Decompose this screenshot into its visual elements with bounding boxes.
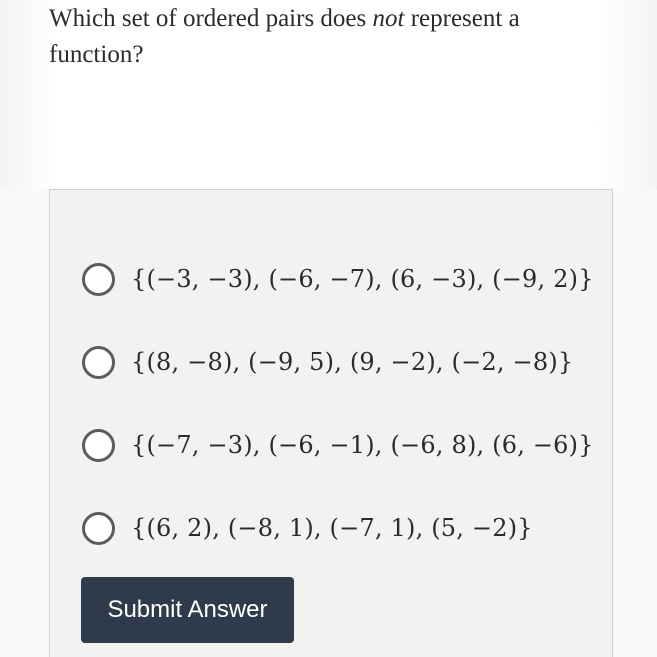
- answer-option-3[interactable]: [82, 423, 594, 467]
- answer-option-label: {(8, −8), (−9, 5), (9, −2), (−2, −8)}: [131, 348, 574, 376]
- radio-button-icon[interactable]: [82, 346, 115, 379]
- answer-option-2[interactable]: [82, 340, 573, 384]
- answers-panel: [49, 189, 613, 657]
- answer-option-label: {(−3, −3), (−6, −7), (6, −3), (−9, 2)}: [131, 265, 594, 293]
- answer-option-label: {(−7, −3), (−6, −1), (−6, 8), (6, −6)}: [131, 431, 594, 459]
- radio-button-icon[interactable]: [82, 263, 115, 296]
- answer-option-label: {(6, 2), (−8, 1), (−7, 1), (5, −2)}: [131, 514, 533, 542]
- submit-answer-button[interactable]: Submit Answer: [81, 577, 294, 643]
- radio-button-icon[interactable]: [82, 512, 115, 545]
- question-text-after: represent a function?: [49, 5, 520, 68]
- radio-button-icon[interactable]: [82, 429, 115, 462]
- answer-option-4[interactable]: [82, 506, 533, 550]
- answer-option-1[interactable]: [82, 257, 594, 301]
- question-text-before: Which set of ordered pairs does: [49, 5, 373, 32]
- question-card: [0, 0, 657, 190]
- question-text: [49, 1, 619, 73]
- question-emphasis: not: [372, 5, 405, 32]
